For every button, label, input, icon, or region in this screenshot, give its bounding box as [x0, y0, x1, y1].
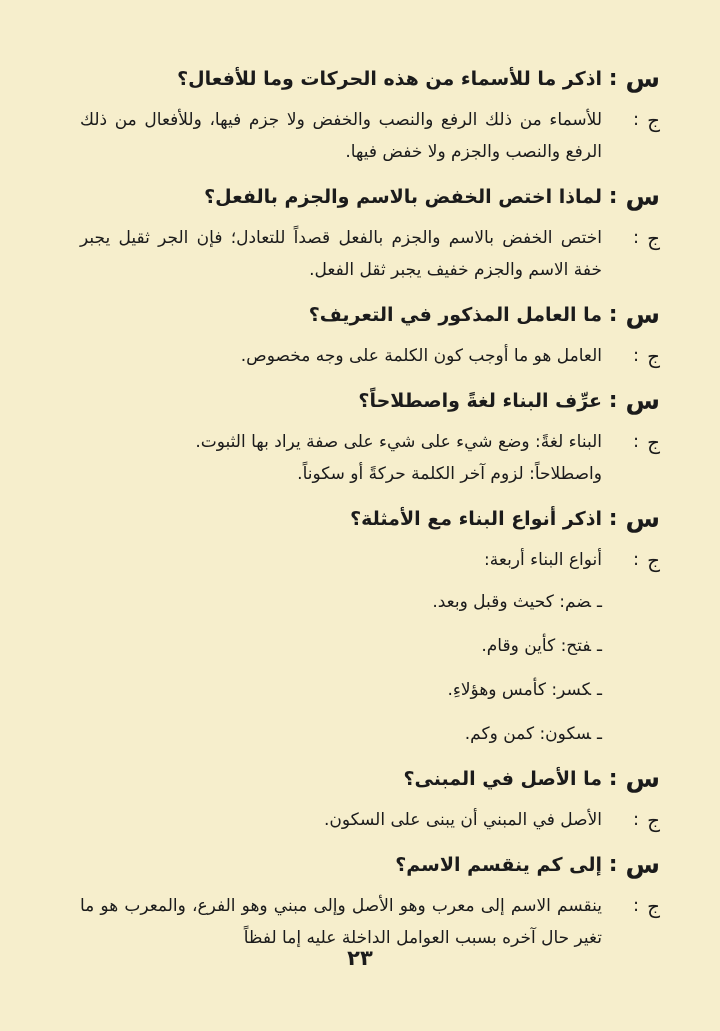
question-text: عرِّف البناء لغةً واصطلاحاً؟	[358, 390, 602, 412]
question-marker: س :	[608, 504, 660, 533]
list-item: ـسكون: كمن وكم.	[464, 724, 602, 744]
question-marker: س :	[608, 850, 660, 879]
question-text: اذكر أنواع البناء مع الأمثلة؟	[350, 508, 602, 530]
question-marker: س :	[608, 386, 660, 415]
answer-marker: ج :	[633, 894, 660, 918]
question-text: ما العامل المذكور في التعريف؟	[308, 304, 602, 326]
page-number: ٢٣	[347, 946, 373, 970]
answer-row	[80, 340, 660, 372]
answer-marker: ج :	[633, 108, 660, 132]
answer-marker: ج :	[633, 808, 660, 832]
answer-row	[80, 426, 660, 490]
page-content	[80, 62, 660, 954]
question-text: إلى كم ينقسم الاسم؟	[395, 854, 602, 876]
answer-row	[80, 804, 660, 836]
list-item: ـكسر: كأمس وهؤلاءِ.	[447, 680, 602, 700]
question-row	[80, 762, 660, 796]
answer-line: البناء لغةً: وضع شيء على شيء على صفة يراد بها الثبوت.	[195, 432, 602, 452]
answer-text: ينقسم الاسم إلى معرب وهو الأصل وإلى مبني وهو الفرع، والمعرب هو ما تغير حال آخره بسبب العوامل الداخلة عليه إما لفظاً	[80, 896, 602, 948]
answer-text: الأصل في المبني أن يبنى على السكون.	[323, 810, 602, 830]
list-item: ـفتح: كأين وقام.	[481, 636, 602, 656]
question-row	[80, 62, 660, 96]
answer-text	[80, 426, 602, 490]
question-row	[80, 502, 660, 536]
answer-line: واصطلاحاً: لزوم آخر الكلمة حركةً أو سكوناً.	[297, 464, 602, 484]
question-row	[80, 384, 660, 418]
answer-text: أنواع البناء أربعة:	[484, 550, 602, 570]
question-marker: س :	[608, 182, 660, 211]
answer-row	[80, 222, 660, 286]
answer-marker: ج :	[633, 344, 660, 368]
question-marker: س :	[608, 764, 660, 793]
answer-text: العامل هو ما أوجب كون الكلمة على وجه مخصوص.	[240, 346, 602, 366]
question-row	[80, 180, 660, 214]
question-text: ما الأصل في المبنى؟	[403, 768, 602, 790]
answer-text: اختص الخفض بالاسم والجزم بالفعل قصداً للتعادل؛ فإن الجر ثقيل يجبر خفة الاسم والجزم خفيف يجبر ثقل الفعل.	[80, 228, 602, 280]
answer-text: للأسماء من ذلك الرفع والنصب والخفض ولا جزم فيها، وللأفعال من ذلك الرفع والنصب والجزم ولا خفض فيها.	[80, 110, 602, 162]
question-marker: س :	[608, 64, 660, 93]
answer-marker: ج :	[633, 226, 660, 250]
question-row	[80, 298, 660, 332]
answer-marker: ج :	[633, 548, 660, 572]
list-item: ـضم: كحيث وقبل وبعد.	[432, 592, 602, 612]
answer-marker: ج :	[633, 430, 660, 454]
question-marker: س :	[608, 300, 660, 329]
question-row	[80, 848, 660, 882]
answer-row	[80, 890, 660, 954]
answer-list	[80, 586, 660, 750]
question-text: اذكر ما للأسماء من هذه الحركات وما للأفعال؟	[177, 68, 602, 90]
answer-row	[80, 544, 660, 576]
answer-row	[80, 104, 660, 168]
question-text: لماذا اختص الخفض بالاسم والجزم بالفعل؟	[204, 186, 602, 208]
